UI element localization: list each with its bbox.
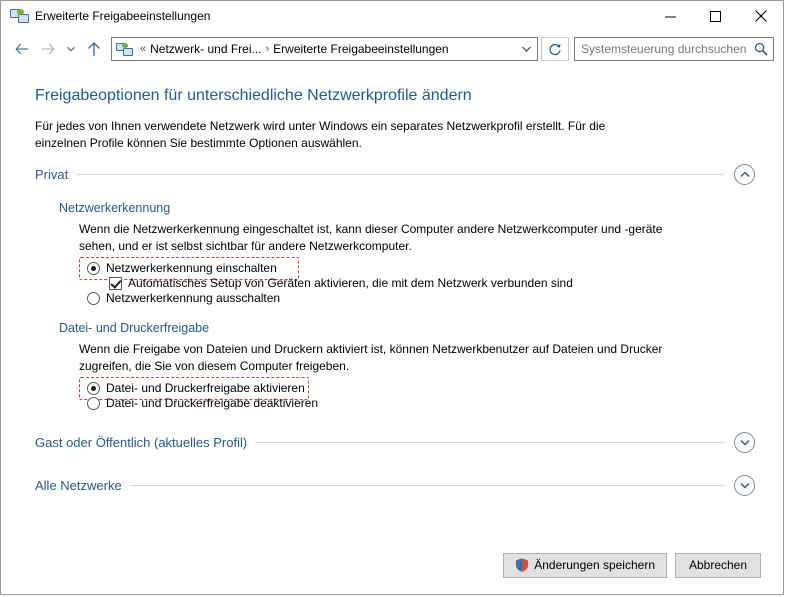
option-row-auto-setup[interactable] — [109, 276, 755, 290]
search-input[interactable] — [574, 37, 774, 61]
label-sharing-off: Datei- und Druckerfreigabe deaktivieren — [106, 396, 319, 410]
breadcrumb-separator: › — [265, 43, 270, 55]
profile-divider — [255, 442, 724, 443]
chevron-down-icon[interactable] — [734, 475, 755, 496]
section-description-file-printer-sharing: Wenn die Freigabe von Dateien und Druckern aktiviert ist, können Netzwerkbenutzer auf Dateien und Drucker zugreifen, die Sie von diesem Computer freigeben. — [79, 342, 663, 373]
chevron-down-icon[interactable] — [734, 432, 755, 453]
label-discovery-on: Netzwerkerkennung einschalten — [106, 261, 277, 275]
profile-name-all-networks: Alle Netzwerke — [35, 478, 122, 493]
radio-sharing-off[interactable] — [87, 397, 100, 410]
section-title-network-discovery: Netzwerkerkennung — [59, 201, 171, 215]
search-placeholder: Systemsteuerung durchsuchen — [581, 42, 747, 56]
radio-discovery-on[interactable] — [87, 262, 100, 275]
save-changes-button[interactable] — [503, 553, 667, 578]
profile-header-private[interactable] — [35, 164, 755, 185]
options-file-printer-sharing — [87, 381, 755, 410]
label-sharing-on: Datei- und Druckerfreigabe aktivieren — [106, 381, 305, 395]
chevron-down-icon[interactable] — [515, 38, 537, 60]
section-title-file-printer-sharing: Datei- und Druckerfreigabe — [59, 321, 210, 335]
profile-divider — [76, 174, 724, 175]
section-network-discovery — [59, 201, 755, 305]
label-discovery-off: Netzwerkerkennung ausschalten — [106, 291, 281, 305]
caption-buttons — [648, 1, 783, 31]
chevron-up-icon[interactable] — [734, 164, 755, 185]
label-auto-setup: Automatisches Setup von Geräten aktivieren, die mit dem Netzwerk verbunden sind — [128, 276, 573, 290]
maximize-button[interactable] — [693, 1, 738, 31]
window-title: Erweiterte Freigabeeinstellungen — [35, 9, 211, 23]
address-bar[interactable] — [111, 37, 538, 61]
option-row-sharing-on[interactable] — [87, 381, 755, 395]
refresh-button[interactable] — [541, 37, 569, 61]
forward-button[interactable] — [35, 36, 61, 62]
save-changes-label: Änderungen speichern — [534, 558, 655, 572]
address-toolbar — [1, 31, 783, 67]
dialog-footer — [1, 536, 783, 594]
option-row-sharing-off[interactable] — [87, 396, 755, 410]
up-button[interactable] — [81, 36, 107, 62]
radio-sharing-on[interactable] — [87, 382, 100, 395]
back-button[interactable] — [9, 36, 35, 62]
section-description-network-discovery: Wenn die Netzwerkerkennung eingeschaltet ist, kann dieser Computer andere Netzwerkcomputer und -geräte sehen, und er ist selbst sichtbar für andere Netzwerkcomputer. — [79, 222, 663, 253]
search-icon[interactable] — [749, 42, 773, 56]
profile-divider — [130, 485, 724, 486]
options-network-discovery — [87, 261, 755, 305]
minimize-button[interactable] — [648, 1, 693, 31]
uac-shield-icon — [515, 558, 529, 572]
option-row-discovery-off[interactable] — [87, 291, 755, 305]
network-sharing-icon-small — [116, 41, 132, 57]
option-row-discovery-on[interactable] — [87, 261, 755, 275]
page-title: Freigabeoptionen für unterschiedliche Netzwerkprofile ändern — [35, 87, 472, 104]
breadcrumb-item-network[interactable]: Netzwerk- und Frei... — [150, 42, 262, 56]
breadcrumb-overflow[interactable]: « — [140, 43, 147, 55]
section-file-printer-sharing — [59, 321, 755, 410]
cancel-button[interactable] — [675, 553, 761, 578]
close-button[interactable] — [738, 1, 783, 31]
breadcrumb-item-advanced-sharing[interactable]: Erweiterte Freigabeeinstellungen — [273, 42, 449, 56]
main-content — [1, 67, 783, 536]
cancel-label: Abbrechen — [688, 558, 748, 572]
recent-locations-button[interactable] — [61, 36, 81, 62]
radio-discovery-off[interactable] — [87, 292, 100, 305]
profile-header-all-networks[interactable] — [35, 475, 755, 496]
checkbox-auto-setup[interactable] — [109, 277, 122, 290]
title-bar — [1, 1, 783, 31]
page-intro: Für jedes von Ihnen verwendete Netzwerk wird unter Windows ein separates Netzwerkprofil erstellt. Für die einzelnen Profile können Sie bestimmte Optionen auswählen. — [35, 119, 606, 150]
profile-header-guest-public[interactable] — [35, 432, 755, 453]
network-sharing-icon — [10, 7, 28, 25]
profile-name-guest-public: Gast oder Öffentlich (aktuelles Profil) — [35, 435, 248, 450]
profile-name-private: Privat — [35, 167, 69, 182]
